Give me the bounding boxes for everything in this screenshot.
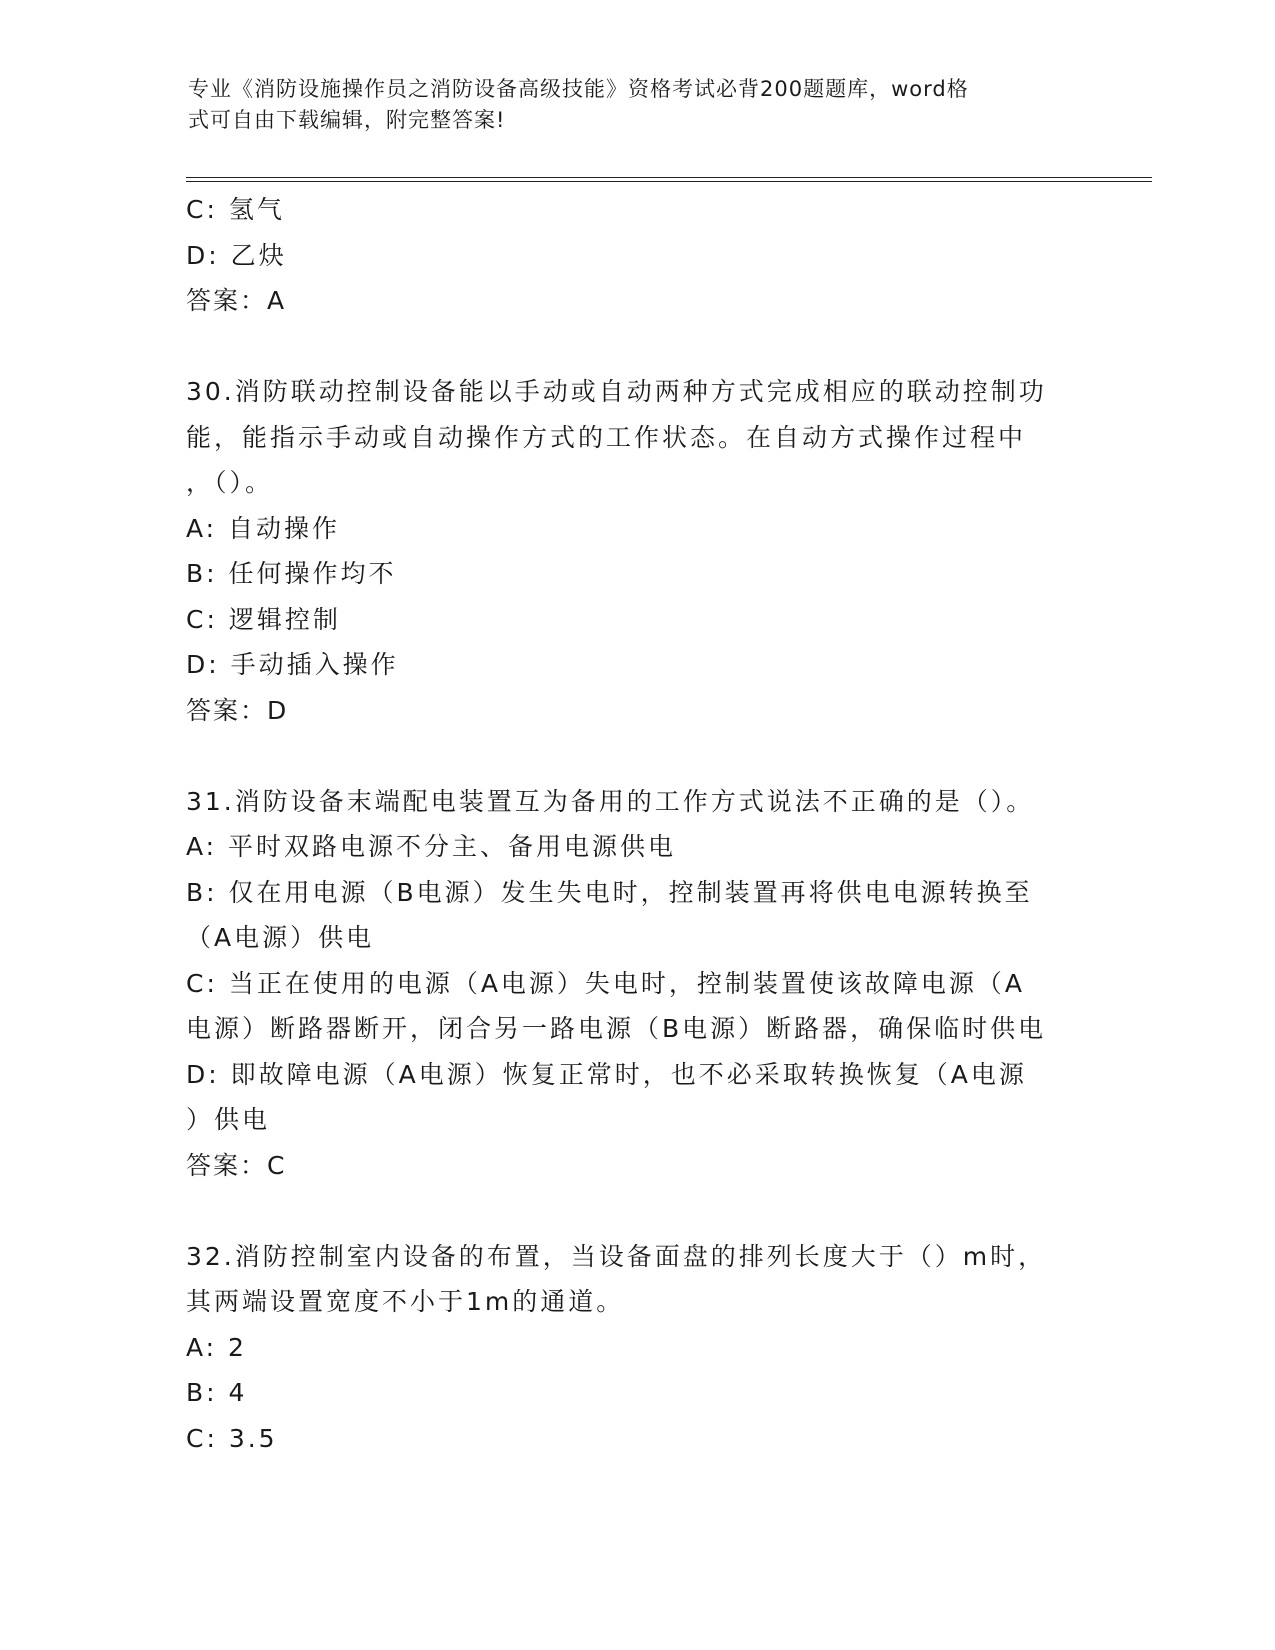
q30-option-a: A: 自动操作 xyxy=(186,513,341,543)
q32-stem-line-1: 32.消防控制室内设备的布置，当设备面盘的排列长度大于（）m时， xyxy=(186,1241,1047,1271)
q30-stem-line-3: ，（）。 xyxy=(186,468,274,497)
header-line-2: 式可自由下载编辑，附完整答案! xyxy=(188,108,506,132)
document-header xyxy=(188,74,1068,136)
header-double-rule xyxy=(186,177,1152,182)
q31-option-b-line-2: （A电源）供电 xyxy=(186,923,375,952)
prev-answer: 答案：A xyxy=(186,286,287,315)
q30-answer: 答案：D xyxy=(186,695,289,725)
q30-option-b: B: 任何操作均不 xyxy=(186,559,397,588)
q31-option-a: A: 平时双路电源不分主、备用电源供电 xyxy=(186,832,677,861)
spacer xyxy=(186,324,1086,370)
spacer xyxy=(186,1188,1086,1234)
q30-option-c: C: 逻辑控制 xyxy=(186,604,341,634)
q32-option-b: B: 4 xyxy=(186,1378,248,1407)
q30-stem-line-1: 30.消防联动控制设备能以手动或自动两种方式完成相应的联动控制功 xyxy=(186,377,1047,406)
q32-option-c: C: 3.5 xyxy=(186,1423,278,1453)
q30-option-d: D: 手动插入操作 xyxy=(186,650,399,679)
q32-option-a: A: 2 xyxy=(186,1332,247,1362)
q30-stem-line-2: 能，能指示手动或自动操作方式的工作状态。在自动方式操作过程中 xyxy=(186,422,1027,452)
q31-answer: 答案：C xyxy=(186,1150,287,1180)
q31-option-c-line-2: 电源）断路器断开，闭合另一路电源（B电源）断路器，确保临时供电 xyxy=(186,1014,1047,1043)
q31-stem-line-1: 31.消防设备末端配电装置互为备用的工作方式说法不正确的是（）。 xyxy=(186,786,1035,816)
header-line-1: 专业《消防设施操作员之消防设备高级技能》资格考试必背200题题库，word格 xyxy=(188,77,969,101)
q31-option-c-line-1: C: 当正在使用的电源（A电源）失电时，控制装置使该故障电源（A xyxy=(186,968,1026,998)
spacer xyxy=(186,733,1086,779)
prev-option-c: C: 氢气 xyxy=(186,195,285,224)
q32-stem-line-2: 其两端设置宽度不小于1m的通道。 xyxy=(186,1287,625,1316)
question-content xyxy=(186,187,1086,1461)
prev-option-d: D: 乙炔 xyxy=(186,240,287,270)
q31-option-d-line-1: D: 即故障电源（A电源）恢复正常时，也不必采取转换恢复（A电源 xyxy=(186,1059,1027,1089)
q31-option-d-line-2: ）供电 xyxy=(186,1105,271,1134)
q31-option-b-line-1: B: 仅在用电源（B电源）发生失电时，控制装置再将供电电源转换至 xyxy=(186,877,1033,907)
